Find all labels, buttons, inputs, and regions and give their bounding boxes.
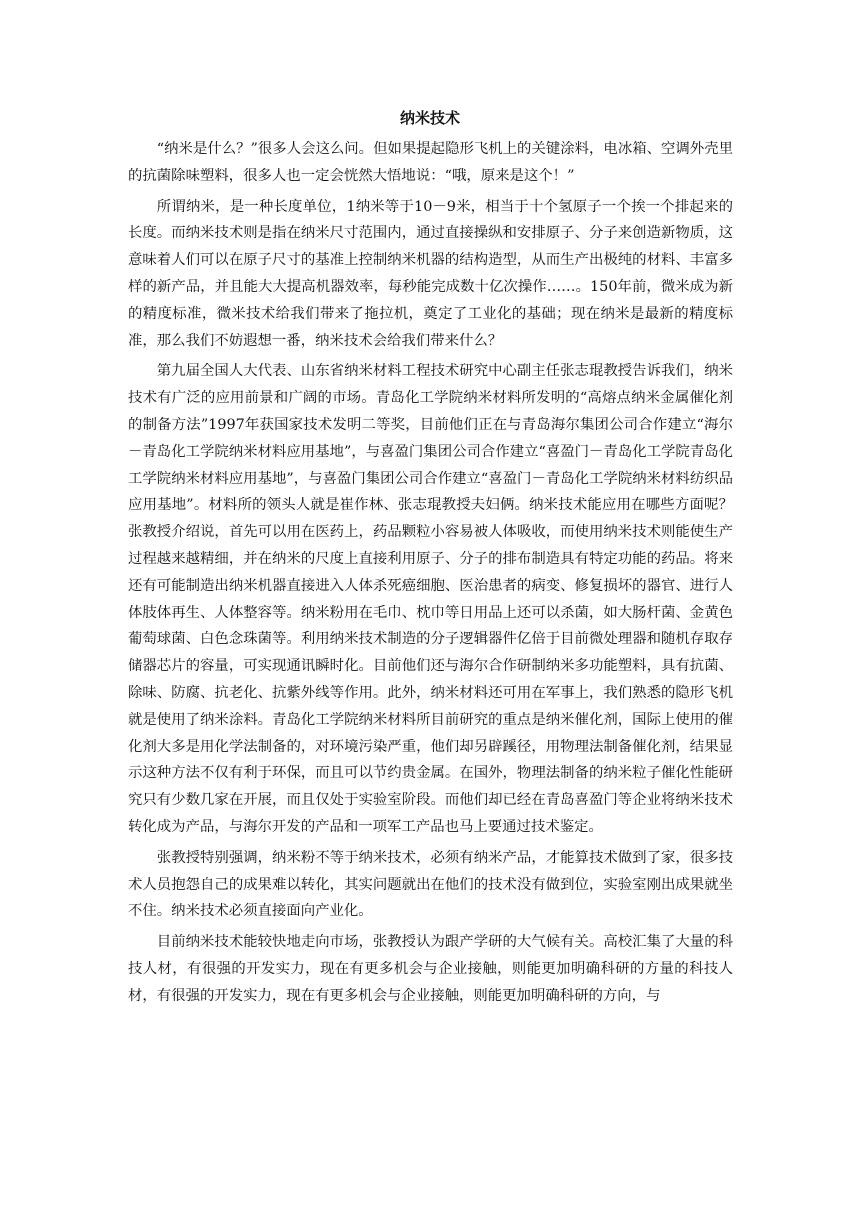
paragraph: “纳米是什么？”很多人会这么问。但如果提起隐形飞机上的关键涂料，电冰箱、空调外壳里的抗菌除味塑料，很多人也一定会恍然大悟地说：“哦，原来是这个！” (128, 141, 733, 184)
paragraph: 所谓纳米，是一种长度单位，1纳米等于10－9米，相当于十个氢原子一个挨一个排起来的长度。而纳米技术则是指在纳米尺寸范围内，通过直接操纵和安排原子、分子来创造新物质，这意味着人们可以在原子尺寸的基准上控制纳米机器的结构造型，从而生产出极纯的材料、丰富多样的新产品，并且能大大提高机器效率，每秒能完成数十亿次操作……。150年前，微米成为新的精度标准，微米技术给我们带来了拖拉机，奠定了工业化的基础；现在纳米是最新的精度标准，那么我们不妨遐想一番，纳米技术会给我们带来什么？ (128, 198, 733, 349)
paragraph: 第九届全国人大代表、山东省纳米材料工程技术研究中心副主任张志琨教授告诉我们，纳米技术有广泛的应用前景和广阔的市场。青岛化工学院纳米材料所发明的“高熔点纳米金属催化剂的制备方法”1997年获国家技术发明二等奖，目前他们正在与青岛海尔集团公司合作建立“海尔－青岛化工学院纳米材料应用基地”，与喜盈门集团公司合作建立“喜盈门－青岛化工学院青岛化工学院纳米材料应用基地”，与喜盈门集团公司合作建立“喜盈门－青岛化工学院纳米材料纺织品应用基地”。材料所的领头人就是崔作林、张志琨教授夫妇俩。纳米技术能应用在哪些方面呢？张教授介绍说，首先可以用在医药上，药品颗粒小容易被人体吸收，而使用纳米技术则能使生产过程越来越精细，并在纳米的尺度上直接利用原子、分子的排布制造具有特定功能的药品。将来还有可能制造出纳米机器直接进入人体杀死癌细胞、医治患者的病变、修复损坏的器官、进行人体肢体再生、人体整容等。纳米粉用在毛巾、枕巾等日用品上还可以杀菌，如大肠杆菌、金黄色葡萄球菌、白色念珠菌等。利用纳米技术制造的分子逻辑器件亿倍于目前微处理器和随机存取存储器芯片的容量，可实现通讯瞬时化。目前他们还与海尔合作研制纳米多功能塑料，具有抗菌、除味、防腐、抗老化、抗紫外线等作用。此外，纳米材料还可用在军事上，我们熟悉的隐形飞机就是使用了纳米涂料。青岛化工学院纳米材料所目前研究的重点是纳米催化剂，国际上使用的催化剂大多是用化学法制备的，对环境污染严重，他们却另辟蹊径，用物理法制备催化剂，结果显示这种方法不仅有利于环保，而且可以节约贵金属。在国外，物理法制备的纳米粒子催化性能研究只有少数几家在开展，而且仅处于实验室阶段。而他们却已经在青岛喜盈门等企业将纳米技术转化成为产品，与海尔开发的产品和一项军工产品也马上要通过技术鉴定。 (128, 363, 733, 835)
paragraph: 目前纳米技术能较快地走向市场，张教授认为跟产学研的大气候有关。高校汇集了大量的科技人材，有很强的开发实力，现在有更多机会与企业接触，则能更加明确科研的方量的科技人材，有很强的开发实力，现在有更多机会与企业接触，则能更加明确科研的方向，与 (128, 934, 733, 1004)
paragraph: 张教授特别强调，纳米粉不等于纳米技术，必须有纳米产品，才能算技术做到了家，很多技术人员抱怨自己的成果难以转化，其实问题就出在他们的技术没有做到位，实验室刚出成果就坐不住。纳米技术必须直接面向产业化。 (128, 849, 733, 920)
document-body (128, 136, 733, 1010)
document-title: 纳米技术 (399, 109, 460, 127)
